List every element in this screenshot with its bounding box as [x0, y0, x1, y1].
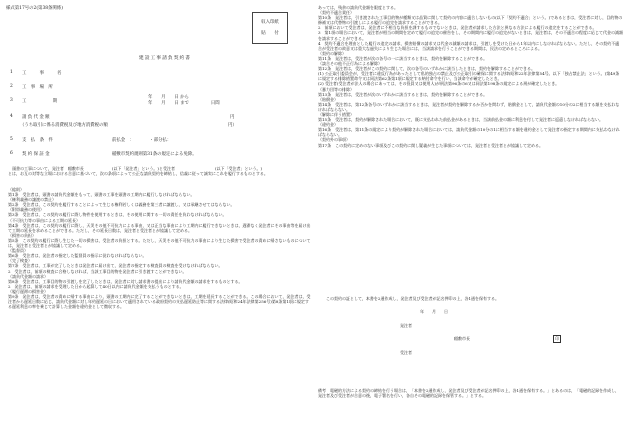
remarks-note: 備考 電磁的方法による契約の締結を行う場合は，「本書を2通作成し，発注者及び受注者が記名押印の上，各1通を保有する。」とあるのは，「電磁的記録を作成し，発注者及び受注者が合意の後，電子署名を行い，各自その電磁的記録を保管する。」とする。 — [318, 388, 620, 399]
orderer-label: 発注者 — [400, 323, 412, 328]
item-label: 契 約 保 証 金 — [22, 152, 50, 157]
item-row — [10, 70, 62, 76]
amount-unit: 円 — [230, 115, 235, 120]
document-title: 建設工事請負契約書 — [138, 56, 192, 61]
item-label: 工 事 場 所 — [22, 85, 53, 90]
item-no: 5 — [10, 137, 13, 142]
revenue-stamp-box — [252, 12, 288, 44]
item-no: 4 — [10, 114, 13, 119]
deposit-value: 稲敷市契約規則第31条の規定による免除。 — [112, 152, 197, 157]
stamp-label-2: 貼 付 — [261, 31, 279, 36]
item-row — [10, 137, 53, 143]
orderer-name: 稲敷市長 — [454, 336, 470, 341]
item-no: 3 — [10, 98, 13, 103]
item-label: 支 払 条 件 — [22, 138, 53, 143]
item-row — [10, 98, 58, 104]
form-number: 様式第17号の2(第38条関係) — [6, 6, 63, 11]
seal-mark: 印 — [553, 335, 561, 343]
item-row — [10, 114, 50, 120]
item-no: 1 — [10, 70, 13, 75]
closing-statement: この契約の証として，本書を2通作成し，発注者及び受注者が記名押印の上，各1通を保有する。 — [326, 296, 500, 301]
payment-terms-value: 前払金 ： ・部分払： — [112, 138, 187, 143]
item-label: 工 期 — [22, 99, 58, 104]
item-row — [10, 84, 53, 90]
contractor-label: 受注者 — [400, 350, 412, 355]
term-value: 年 月 日 から 年 月 日 まで 日間 — [148, 95, 220, 106]
stamp-label-1: 収入印紙 — [261, 20, 279, 25]
item-row — [10, 151, 50, 157]
tax-row — [20, 122, 108, 128]
item-label: 工 事 名 — [22, 71, 62, 76]
item-no: 2 — [10, 84, 13, 89]
contract-date: 年 月 日 — [420, 309, 448, 314]
intro-paragraph: 頭書の工事について，発注者 稲敷市長 (以下「発注者」という。)と受注者 (以下「受注者」という。) とは，お互の対等な立場における合意に基づいて，次の条項によって公正な請負契約を締結し，信義に従って誠実にこれを履行するものとする。 — [8, 166, 268, 177]
articles-right: あっては，残余の請負代金額を限度とする。 （契約不適合責任） 第10条 発注者は，引き渡された工事目的物が種類又は品質に関して契約の内容に適合しないもの(以下「契約不適合」という。)であるときは，受注者に対し，目的物の修補又は代替物の引渡しによる履行の追完を請求することができる。 2 前項において受注者は，発注者に不相当な負担を課するものでないときは，発注者が請求した方法と異なる方法による履行の追完をすることができる。 3 第1項の場合において，発注者が相当の期間を定めて履行の追完の催告をし，その期間内に履行の追完がないときは，発注者は，その不適合の程度に応じて代金の減額を請求することができる。 4 契約不適合を理由とした履行の追完の請求，損害賠償の請求又は代金の減額の請求は，引渡しを受けた日から1年以内にしなければならない。ただし，その契約不適合が受注者の故意又は重大な過失により生じた場合には，当該請求を行うことができる期間は，民法の定めるところによる。 （契約の解除） 第11条 発注者は，受注者が次の各号の一に該当するときは，契約を解除することができる。 （談合その他不正行為による解除） 第12条 発注者は，受注者がこの契約に関して，次の各号のいずれかに該当したときは，契約を解除することができる。 (1) 公正取引委員会が，受注者に違反行為があったとして私的独占の禁止及び公正取引の確保に関する法律(昭和22年法律第54号。以下「独占禁止法」という。)第49条に規定する排除措置命令又は同法第62条第1項に規定する納付命令を行い，当該命令が確定したとき。 (2) 受注者(受注者が法人の場合にあっては，その役員又は使用人)が刑法第96条の6又は同法第198条の規定による刑が確定したとき。 （暴力団等の排除） 第13条 発注者は，受注者が次のいずれかに該当するときは，契約を解除することができる。 （賠償金） 第14条 受注者は，第12条各号のいずれかに該当するときは，発注者が契約を解除するか否かを問わず，賠償金として，請負代金額の10分の2に相当する額を支払わなければならない。 （解除に伴う措置） 第15条 受注者は，契約が解除された場合において，既に支払われた前払金があるときは，当該前払金の額に利息を付して発注者に返還しなければならない。 （違約金） 第16条 受注者は，第11条の規定により契約が解除された場合においては，請負代金額の10分の1に相当する額を違約金として発注者の指定する期間内に支払わなければならない。 （契約外の事項） 第17条 この契約に定めのない事項及びこの契約に関し疑義が生じた事項については，発注者と受注者とが協議して定める。 — [318, 5, 623, 148]
tax-unit: 円） — [228, 123, 237, 128]
articles-left: （総則） 第1条 受注者は，頭書の請負代金額をもって，頭書の工事を頭書の工期内に履行しなければならない。 （権利義務の譲渡の禁止） 第2条 受注者は，この契約を履行することによって生じる権利若しくは義務を第三者に譲渡し，又は承継させてはならない。 （附帯義務の使用） 第3条 受注者は，この契約の履行に際し物件を使用するときは，その使用に関する一切の責任を負わなければならない。 （不可抗力等の事由による工期の延長） 第4条 受注者は，この契約の履行に際し，天災その他不可抗力による事由，又は正当な事由により工期内に履行できないときは，遅滞なく発注者にその事由等を届け出て工期の延長を求めることができる。ただし，その延長日数は，発注者と受注者とが協議して定める。 （損害の負担） 第5条 この契約の履行に際し生じた一切の損害は，受注者の負担とする。ただし，天災その他不可抗力の事由により生じた損害で受注者の責めに帰さないものについては，発注者と受注者とが協議して定める。 （監督員） 第6条 受注者は，発注者の指定した監督員の指示に従わなければならない。 （完了検査） 第7条 受注者は，工事が完了したときは発注者に届け出て，発注者の指定する検査員の検査を受けなければならない。 2 受注者は，前項の検査に合格しなければ，当該工事目的物を発注者に引き渡すことができない。 （請負代金額の請求） 第8条 受注者は，工事目的物の引渡しを完了したときは，発注者に対し請求書の提出により請負代金額の請求をするものとする。 2 発注者は，前項の請求を受理した日から起算して40日以内に請負代金額を支払うものとする。 （履行遅滞の損害金） 第9条 発注者は，受注者の責めに帰する事由により，頭書の工期内に完了することができないときは，工期を延長することができる。この場合において，発注者は，受注者から遅延日数に応じ，請負代金額に対し年約遅延の日において適用されている政府契約の支払遅延防止等に関する法律(昭和24年法律第256号)第8条第1項に規定する遅延利息の率を乗じて計算した金額を違約金として徴収する。 — [8, 187, 311, 310]
item-no: 6 — [10, 151, 13, 156]
item-label: 請 負 代 金 額 — [22, 115, 50, 120]
tax-label: （うち取引に係る消費税及び地方消費税の額 — [20, 123, 108, 128]
